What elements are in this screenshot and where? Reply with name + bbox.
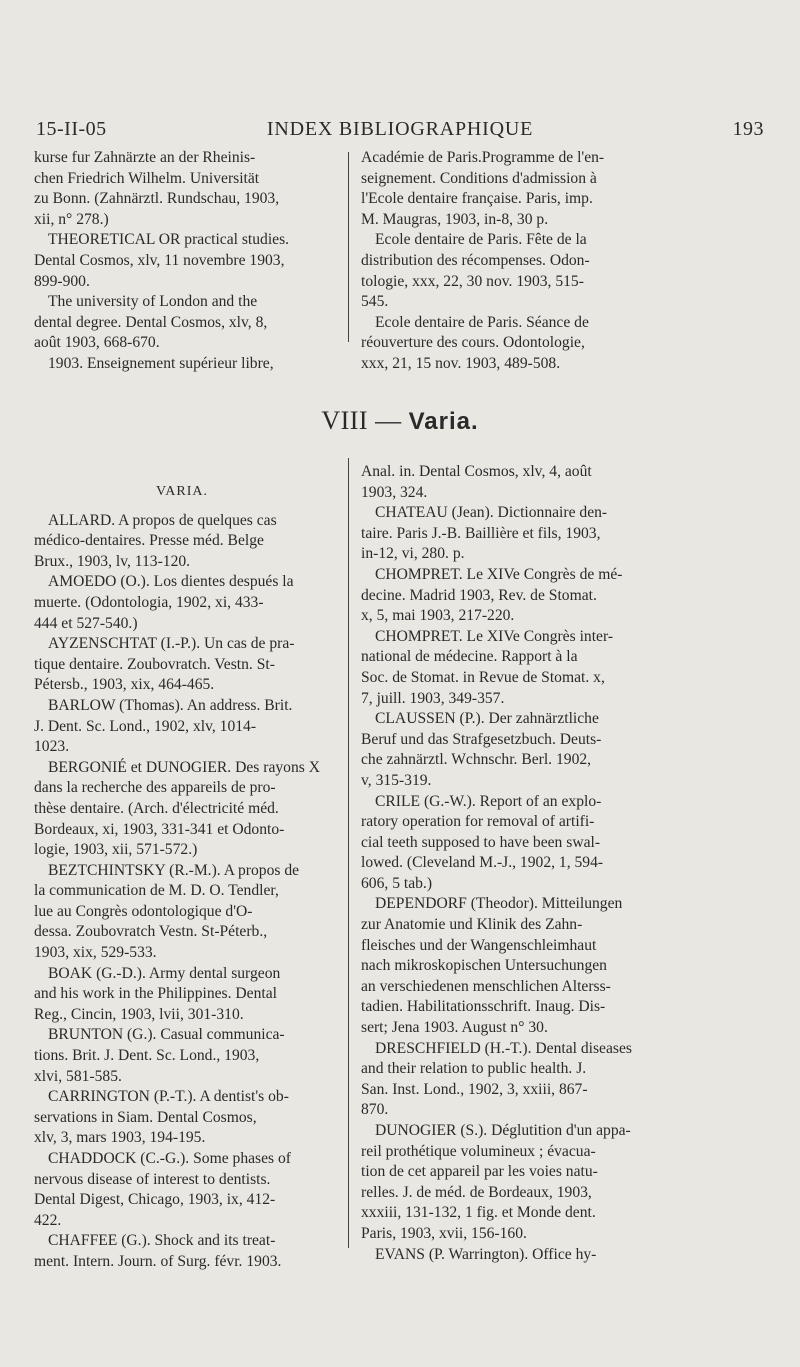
text-line: l'Ecole dentaire française. Paris, imp. — [361, 190, 593, 208]
text-line: Dental Cosmos, xlv, 11 novembre 1903, — [34, 251, 285, 269]
text-line: Paris, 1903, xvii, 156-160. — [361, 1224, 527, 1242]
running-title: INDEX BIBLIOGRAPHIQUE — [266, 118, 534, 140]
text-line: ALLARD. A propos de quelques cas — [48, 511, 277, 529]
text-line: la communication de M. D. O. Tendler, — [34, 882, 279, 900]
text-line: chen Friedrich Wilhelm. Universität — [34, 169, 260, 187]
text-line: tion de cet appareil par les voies natu- — [361, 1163, 598, 1181]
text-line: reil prothétique volumineux ; évacua- — [361, 1142, 596, 1160]
text-line: decine. Madrid 1903, Rev. de Stomat. — [361, 586, 597, 604]
column-divider-top — [348, 152, 349, 342]
text-line: CHOMPRET. Le XIVe Congrès inter- — [375, 627, 614, 645]
text-line: CHOMPRET. Le XIVe Congrès de mé- — [375, 565, 623, 583]
text-line: CHATEAU (Jean). Dictionnaire den- — [375, 504, 608, 522]
text-line: seignement. Conditions d'admission à — [361, 169, 597, 187]
text-line: 870. — [361, 1101, 389, 1119]
text-line: an verschiedenen menschlichen Alterss- — [361, 977, 611, 995]
text-line: août 1903, 668-670. — [34, 334, 160, 352]
text-line: xlvi, 581-585. — [34, 1067, 122, 1085]
text-line: Ecole dentaire de Paris. Fête de la — [375, 231, 587, 249]
text-line: CHAFFEE (G.). Shock and its treat- — [48, 1232, 276, 1250]
text-line: taire. Paris J.-B. Baillière et fils, 1903, — [361, 524, 601, 542]
text-line: thèse dentaire. (Arch. d'électricité méd. — [34, 799, 279, 817]
text-line: DEPENDORF (Theodor). Mitteilungen — [375, 895, 623, 913]
text-line: Anal. in. Dental Cosmos, xlv, 4, août — [361, 463, 592, 480]
text-line: 1903, xix, 529-533. — [34, 944, 157, 962]
text-line: THEORETICAL OR practical studies. — [48, 231, 290, 249]
text-line: 1023. — [34, 738, 70, 756]
text-line: dans la recherche des appareils de pro- — [34, 779, 276, 797]
text-line: zur Anatomie und Klinik des Zahn- — [361, 916, 583, 934]
text-line: lowed. (Cleveland M.-J., 1902, 1, 594- — [361, 854, 604, 872]
text-line: tique dentaire. Zoubovratch. Vestn. St- — [34, 655, 275, 673]
text-line: zu Bonn. (Zahnärztl. Rundschau, 1903, — [34, 190, 280, 208]
text-line: nach mikroskopischen Untersuchungen — [361, 957, 607, 975]
text-line: muerte. (Odontologia, 1902, xi, 433- — [34, 593, 264, 611]
text-line: 606, 5 tab.) — [361, 874, 433, 892]
text-line: CHADDOCK (C.-G.). Some phases of — [48, 1150, 291, 1167]
text-line: M. Maugras, 1903, in-8, 30 p. — [361, 210, 549, 228]
text-line: BEZTCHINTSKY (R.-M.). A propos de — [48, 861, 300, 879]
text-line: DUNOGIER (S.). Déglutition d'un appa- — [375, 1122, 631, 1139]
text-line: AMOEDO (O.). Los dientes después la — [48, 573, 294, 591]
text-line: distribution des récompenses. Odon- — [361, 251, 590, 269]
page-header — [30, 118, 770, 148]
text-line: tologie, xxx, 22, 30 nov. 1903, 515- — [361, 272, 584, 290]
text-line: San. Inst. Lond., 1902, 3, xxiii, 867- — [361, 1080, 588, 1098]
subsection-heading: VARIA. — [156, 484, 209, 499]
section-dash: — — [375, 406, 402, 435]
text-line: kurse fur Zahnärzte an der Rheinis- — [34, 149, 256, 166]
text-line: CLAUSSEN (P.). Der zahnärztliche — [375, 710, 599, 728]
text-line: cial teeth supposed to have been swal- — [361, 833, 601, 851]
text-line: tadien. Habilitationsschrift. Inaug. Dis- — [361, 998, 606, 1016]
text-line: and his work in the Philippines. Dental — [34, 985, 277, 1003]
text-line: EVANS (P. Warrington). Office hy- — [375, 1245, 597, 1263]
text-line: BOAK (G.-D.). Army dental surgeon — [48, 964, 281, 982]
text-line: réouverture des cours. Odontologie, — [361, 334, 585, 352]
section-heading — [0, 406, 800, 436]
text-line: AYZENSCHTAT (I.-P.). Un cas de pra- — [48, 635, 295, 653]
text-line: Ecole dentaire de Paris. Séance de — [375, 313, 589, 331]
text-line: 899-900. — [34, 272, 90, 290]
page-number: 193 — [732, 118, 764, 140]
text-line: The university of London and the — [48, 293, 258, 311]
text-line: servations in Siam. Dental Cosmos, — [34, 1108, 257, 1126]
text-line: national de médecine. Rapport à la — [361, 648, 578, 666]
text-line: tions. Brit. J. Dent. Sc. Lond., 1903, — [34, 1047, 260, 1065]
text-line: Dental Digest, Chicago, 1903, ix, 412- — [34, 1191, 276, 1209]
text-line: 1903, 324. — [361, 483, 428, 501]
text-line: BARLOW (Thomas). An address. Brit. — [48, 696, 293, 714]
text-line: fleisches und der Wangenschleimhaut — [361, 936, 597, 954]
text-line: ment. Intern. Journ. of Surg. févr. 1903. — [34, 1252, 282, 1270]
text-line: CRILE (G.-W.). Report of an explo- — [375, 792, 602, 810]
text-line: in-12, vi, 280. p. — [361, 545, 465, 563]
text-line: xlv, 3, mars 1903, 194-195. — [34, 1129, 206, 1147]
column-divider-bottom — [348, 458, 349, 1248]
text-line: 7, juill. 1903, 349-357. — [361, 689, 505, 707]
column-top-left — [34, 148, 339, 375]
text-line: dental degree. Dental Cosmos, xlv, 8, — [34, 313, 268, 331]
text-line: ratory operation for removal of artifi- — [361, 813, 595, 831]
column-top-right — [361, 148, 671, 375]
text-line: che zahnärztl. Wchnschr. Berl. 1902, — [361, 751, 592, 769]
text-line: relles. J. de méd. de Bordeaux, 1903, — [361, 1183, 592, 1201]
text-line: logie, 1903, xii, 571-572.) — [34, 841, 198, 859]
text-line: dessa. Zoubovratch Vestn. St-Péterb., — [34, 923, 268, 941]
text-line: Bordeaux, xi, 1903, 331-341 et Odonto- — [34, 820, 285, 838]
text-line: CARRINGTON (P.-T.). A dentist's ob- — [48, 1088, 289, 1106]
text-line: 1903. Enseignement supérieur libre, — [48, 354, 274, 372]
text-line: v, 315-319. — [361, 771, 432, 789]
text-line: xii, n° 278.) — [34, 210, 109, 228]
text-line: and their relation to public health. J. — [361, 1060, 587, 1078]
text-line: lue au Congrès odontologique d'O- — [34, 902, 253, 920]
text-line: Académie de Paris.Programme de l'en- — [361, 149, 605, 166]
text-line: J. Dent. Sc. Lond., 1902, xlv, 1014- — [34, 717, 257, 735]
section-title: Varia. — [408, 408, 479, 435]
text-line: nervous disease of interest to dentists. — [34, 1170, 271, 1188]
text-line: 545. — [361, 293, 389, 311]
text-line: Pétersb., 1903, xix, 464-465. — [34, 676, 215, 694]
text-line: Brux., 1903, lv, 113-120. — [34, 552, 191, 570]
column-bottom-right — [361, 462, 671, 1265]
section-number: VIII — [321, 406, 369, 435]
text-line: Beruf und das Strafgesetzbuch. Deuts- — [361, 730, 602, 748]
text-line: xxxiii, 131-132, 1 fig. et Monde dent. — [361, 1204, 596, 1222]
text-line: BRUNTON (G.). Casual communica- — [48, 1026, 285, 1044]
column-bottom-left — [34, 482, 339, 1273]
text-line: x, 5, mai 1903, 217-220. — [361, 607, 515, 625]
text-line: Soc. de Stomat. in Revue de Stomat. x, — [361, 668, 605, 686]
text-line: médico-dentaires. Presse méd. Belge — [34, 532, 264, 550]
header-date: 15-II-05 — [36, 118, 107, 140]
text-line: sert; Jena 1903. August n° 30. — [361, 1019, 548, 1037]
text-line: DRESCHFIELD (H.-T.). Dental diseases — [375, 1039, 632, 1057]
text-line: BERGONIÉ et DUNOGIER. Des rayons X — [48, 758, 320, 776]
text-line: xxx, 21, 15 nov. 1903, 489-508. — [361, 354, 561, 372]
text-line: 444 et 527-540.) — [34, 614, 138, 632]
text-line: 422. — [34, 1211, 62, 1229]
text-line: Reg., Cincin, 1903, lvii, 301-310. — [34, 1005, 244, 1023]
